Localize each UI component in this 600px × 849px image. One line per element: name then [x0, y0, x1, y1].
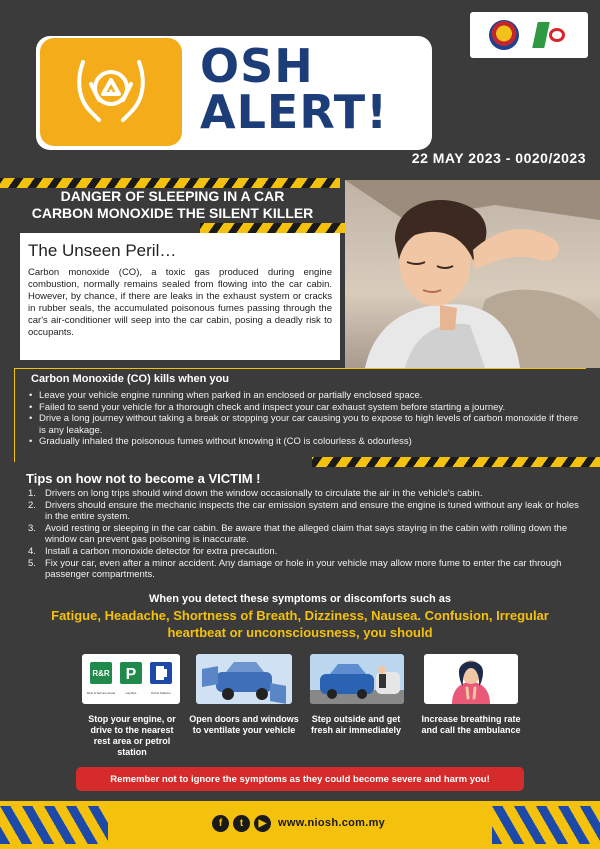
sleeping-driver-illustration: [345, 180, 600, 368]
list-item: • Failed to send your vehicle for a thorough check and inspect your car exhaust system before starting a journey.: [29, 402, 586, 414]
co-kills-section: [14, 368, 586, 462]
hazard-stripe: [0, 178, 340, 188]
co-kills-heading: Carbon Monoxide (CO) kills when you: [31, 373, 230, 385]
open-car-doors-image: [196, 654, 292, 704]
symptom-list: Fatigue, Headache, Shortness of Breath, Dizziness, Nausea. Confusion, Irregular heartbeat or unconsciousness, you should: [51, 608, 549, 640]
action-caption: Stop your engine, or drive to the nearest rest area or petrol station: [88, 714, 176, 757]
action-caption: Step outside and get fresh air immediately: [310, 714, 402, 735]
symptom-intro: When you detect these symptoms or discomforts such as: [149, 593, 451, 605]
list-item: [28, 558, 588, 581]
youtube-icon[interactable]: ▶: [254, 815, 271, 832]
tip-text: Avoid resting or sleeping in the car cabin. Be aware that the alleged claim that says staying in the cabin with rolling down the window can prevent gas poisoning is inaccurate.: [45, 522, 568, 546]
tip-number: 3.: [28, 522, 36, 534]
alert-icon-box: [40, 38, 182, 146]
hazard-stripe: [200, 223, 345, 233]
list-item: • Leave your vehicle engine running when parked in an enclosed or partially enclosed space.: [29, 390, 586, 402]
rest-area-signs-image: [82, 654, 180, 704]
footer-stripes-left: [0, 806, 108, 844]
list-item: [28, 523, 588, 546]
list-item: • Drive a long journey without taking a break or stopping your car causing you to expose to high levels of carbon monoxide if there is any leakage.: [29, 413, 586, 436]
danger-title-line2: CARBON MONOXIDE THE SILENT KILLER: [31, 205, 314, 221]
tip-text: Drivers on long trips should wind down the window occasionally to circulate the air in the vehicle's cabin.: [45, 488, 483, 499]
list-item: [28, 546, 588, 558]
tip-number: 2.: [28, 499, 36, 511]
alert-title: OSH ALERT!: [200, 39, 389, 139]
rr-sign-label: R&R: [92, 669, 110, 678]
action-caption: Increase breathing rate and call the ambulance: [421, 714, 521, 735]
unseen-peril-box: [20, 233, 340, 360]
remember-warning-bar: Remember not to ignore the symptoms as they could become severe and harm you!: [76, 767, 524, 791]
facebook-icon[interactable]: f: [212, 815, 229, 832]
fuel-sign-caption: Petrol Stations: [151, 691, 171, 695]
list-item: • Gradually inhaled the poisonous fumes without knowing it (CO is colourless & odourless): [29, 436, 586, 448]
parking-sign-label: P: [125, 666, 137, 683]
tips-list: [28, 488, 588, 581]
twitter-icon[interactable]: t: [233, 815, 250, 832]
website-link[interactable]: www.niosh.com.my: [278, 817, 386, 829]
peril-body: Carbon monoxide (CO), a toxic gas produced during engine combustion, normally remains sealed from flowing into the car cabin. However, by chance, if there are leaks in the exhaust system or cracks in rubber seals, the accumulated poisonous fumes passing through the car's air-conditioner will seep into the car cabin, posing a deadly risk to occupants.: [28, 267, 332, 338]
danger-title: [0, 188, 345, 222]
tip-number: 1.: [28, 488, 36, 499]
step-outside-image: [310, 654, 404, 704]
tips-heading: Tips on how not to become a VICTIM !: [26, 471, 261, 486]
tip-number: 4.: [28, 545, 36, 557]
co-kills-list: [15, 390, 586, 448]
breathing-woman-image: [424, 654, 518, 704]
tip-text: Install a carbon monoxide detector for extra precaution.: [45, 545, 278, 557]
parking-sign-caption: Lay-Bys: [125, 691, 137, 695]
tip-text: Drivers should ensure the mechanic inspects the car emission system and ensure the engine is tuned without any leak or holes in the entire system.: [45, 499, 579, 523]
action-caption: Open doors and windows to ventilate your vehicle: [189, 714, 299, 735]
hazard-stripe: [312, 457, 600, 467]
danger-title-line1: DANGER OF SLEEPING IN A CAR: [60, 188, 285, 204]
rr-sign-caption: Rest & Service Areas: [86, 691, 116, 695]
social-links: [212, 815, 271, 832]
footer-stripes-right: [492, 806, 600, 844]
niosh-logo: [531, 20, 569, 50]
tip-number: 5.: [28, 557, 36, 569]
list-item: [28, 500, 588, 523]
list-item: [28, 488, 588, 500]
ministry-crest-logo: [489, 20, 519, 50]
hands-alert-icon: [63, 54, 159, 130]
peril-heading: The Unseen Peril…: [28, 241, 177, 260]
bulletin-date: 22 MAY 2023 - 0020/2023: [411, 150, 586, 166]
partner-logos: [470, 12, 588, 58]
tip-text: Fix your car, even after a minor accident. Any damage or hole in your vehicle may allow more fume to enter the car through passenger compartments.: [45, 557, 562, 581]
